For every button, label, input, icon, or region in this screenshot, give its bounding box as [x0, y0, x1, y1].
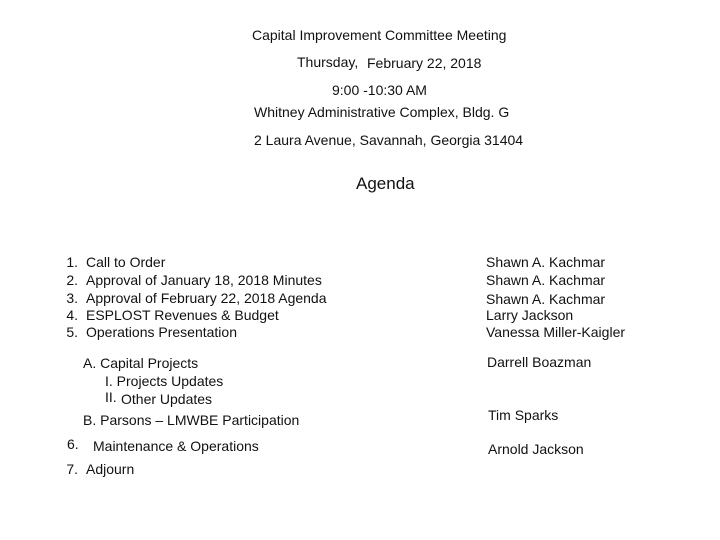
- item-presenter: Shawn A. Kachmar: [486, 291, 606, 307]
- item-presenter: Shawn A. Kachmar: [486, 254, 606, 270]
- subitem-other-updates: Other Updates: [121, 391, 213, 407]
- item-label: Call to Order: [86, 254, 166, 270]
- subitem-capital-projects: A. Capital Projects: [83, 355, 199, 371]
- item-presenter: Arnold Jackson: [488, 441, 584, 457]
- subitem-projects-updates: I. Projects Updates: [105, 373, 224, 389]
- item-presenter: Larry Jackson: [486, 307, 574, 323]
- item-label: Operations Presentation: [86, 324, 237, 340]
- item-label: Maintenance & Operations: [93, 438, 259, 454]
- item-presenter: Vanessa Miller-Kaigler: [486, 324, 626, 340]
- item-label: ESPLOST Revenues & Budget: [86, 307, 279, 323]
- item-presenter: Shawn A. Kachmar: [486, 272, 606, 288]
- meeting-day: Thursday,: [297, 54, 359, 70]
- subitem-capital-projects-presenter: Darrell Boazman: [487, 354, 592, 370]
- subitem-parsons-presenter: Tim Sparks: [488, 407, 559, 423]
- item-number: 4.: [66, 307, 78, 323]
- item-number: 2.: [66, 272, 78, 288]
- item-label: Approval of February 22, 2018 Agenda: [86, 290, 327, 306]
- meeting-location: Whitney Administrative Complex, Bldg. G: [254, 104, 510, 120]
- item-number: 6.: [67, 436, 79, 452]
- item-label: Approval of January 18, 2018 Minutes: [86, 272, 322, 288]
- meeting-title: Capital Improvement Committee Meeting: [252, 27, 507, 43]
- subitem-parsons: B. Parsons – LMWBE Participation: [83, 412, 300, 428]
- meeting-address: 2 Laura Avenue, Savannah, Georgia 31404: [254, 132, 524, 148]
- agenda-heading: Agenda: [356, 174, 415, 193]
- item-label: Adjourn: [86, 461, 135, 477]
- meeting-date: February 22, 2018: [367, 55, 482, 71]
- meeting-time: 9:00 -10:30 AM: [332, 82, 427, 98]
- item-number: 5.: [66, 324, 78, 340]
- item-number: 7.: [66, 461, 78, 477]
- item-number: 3.: [66, 290, 78, 306]
- item-number: 1.: [66, 254, 78, 270]
- subitem-other-updates-number: II.: [105, 389, 117, 405]
